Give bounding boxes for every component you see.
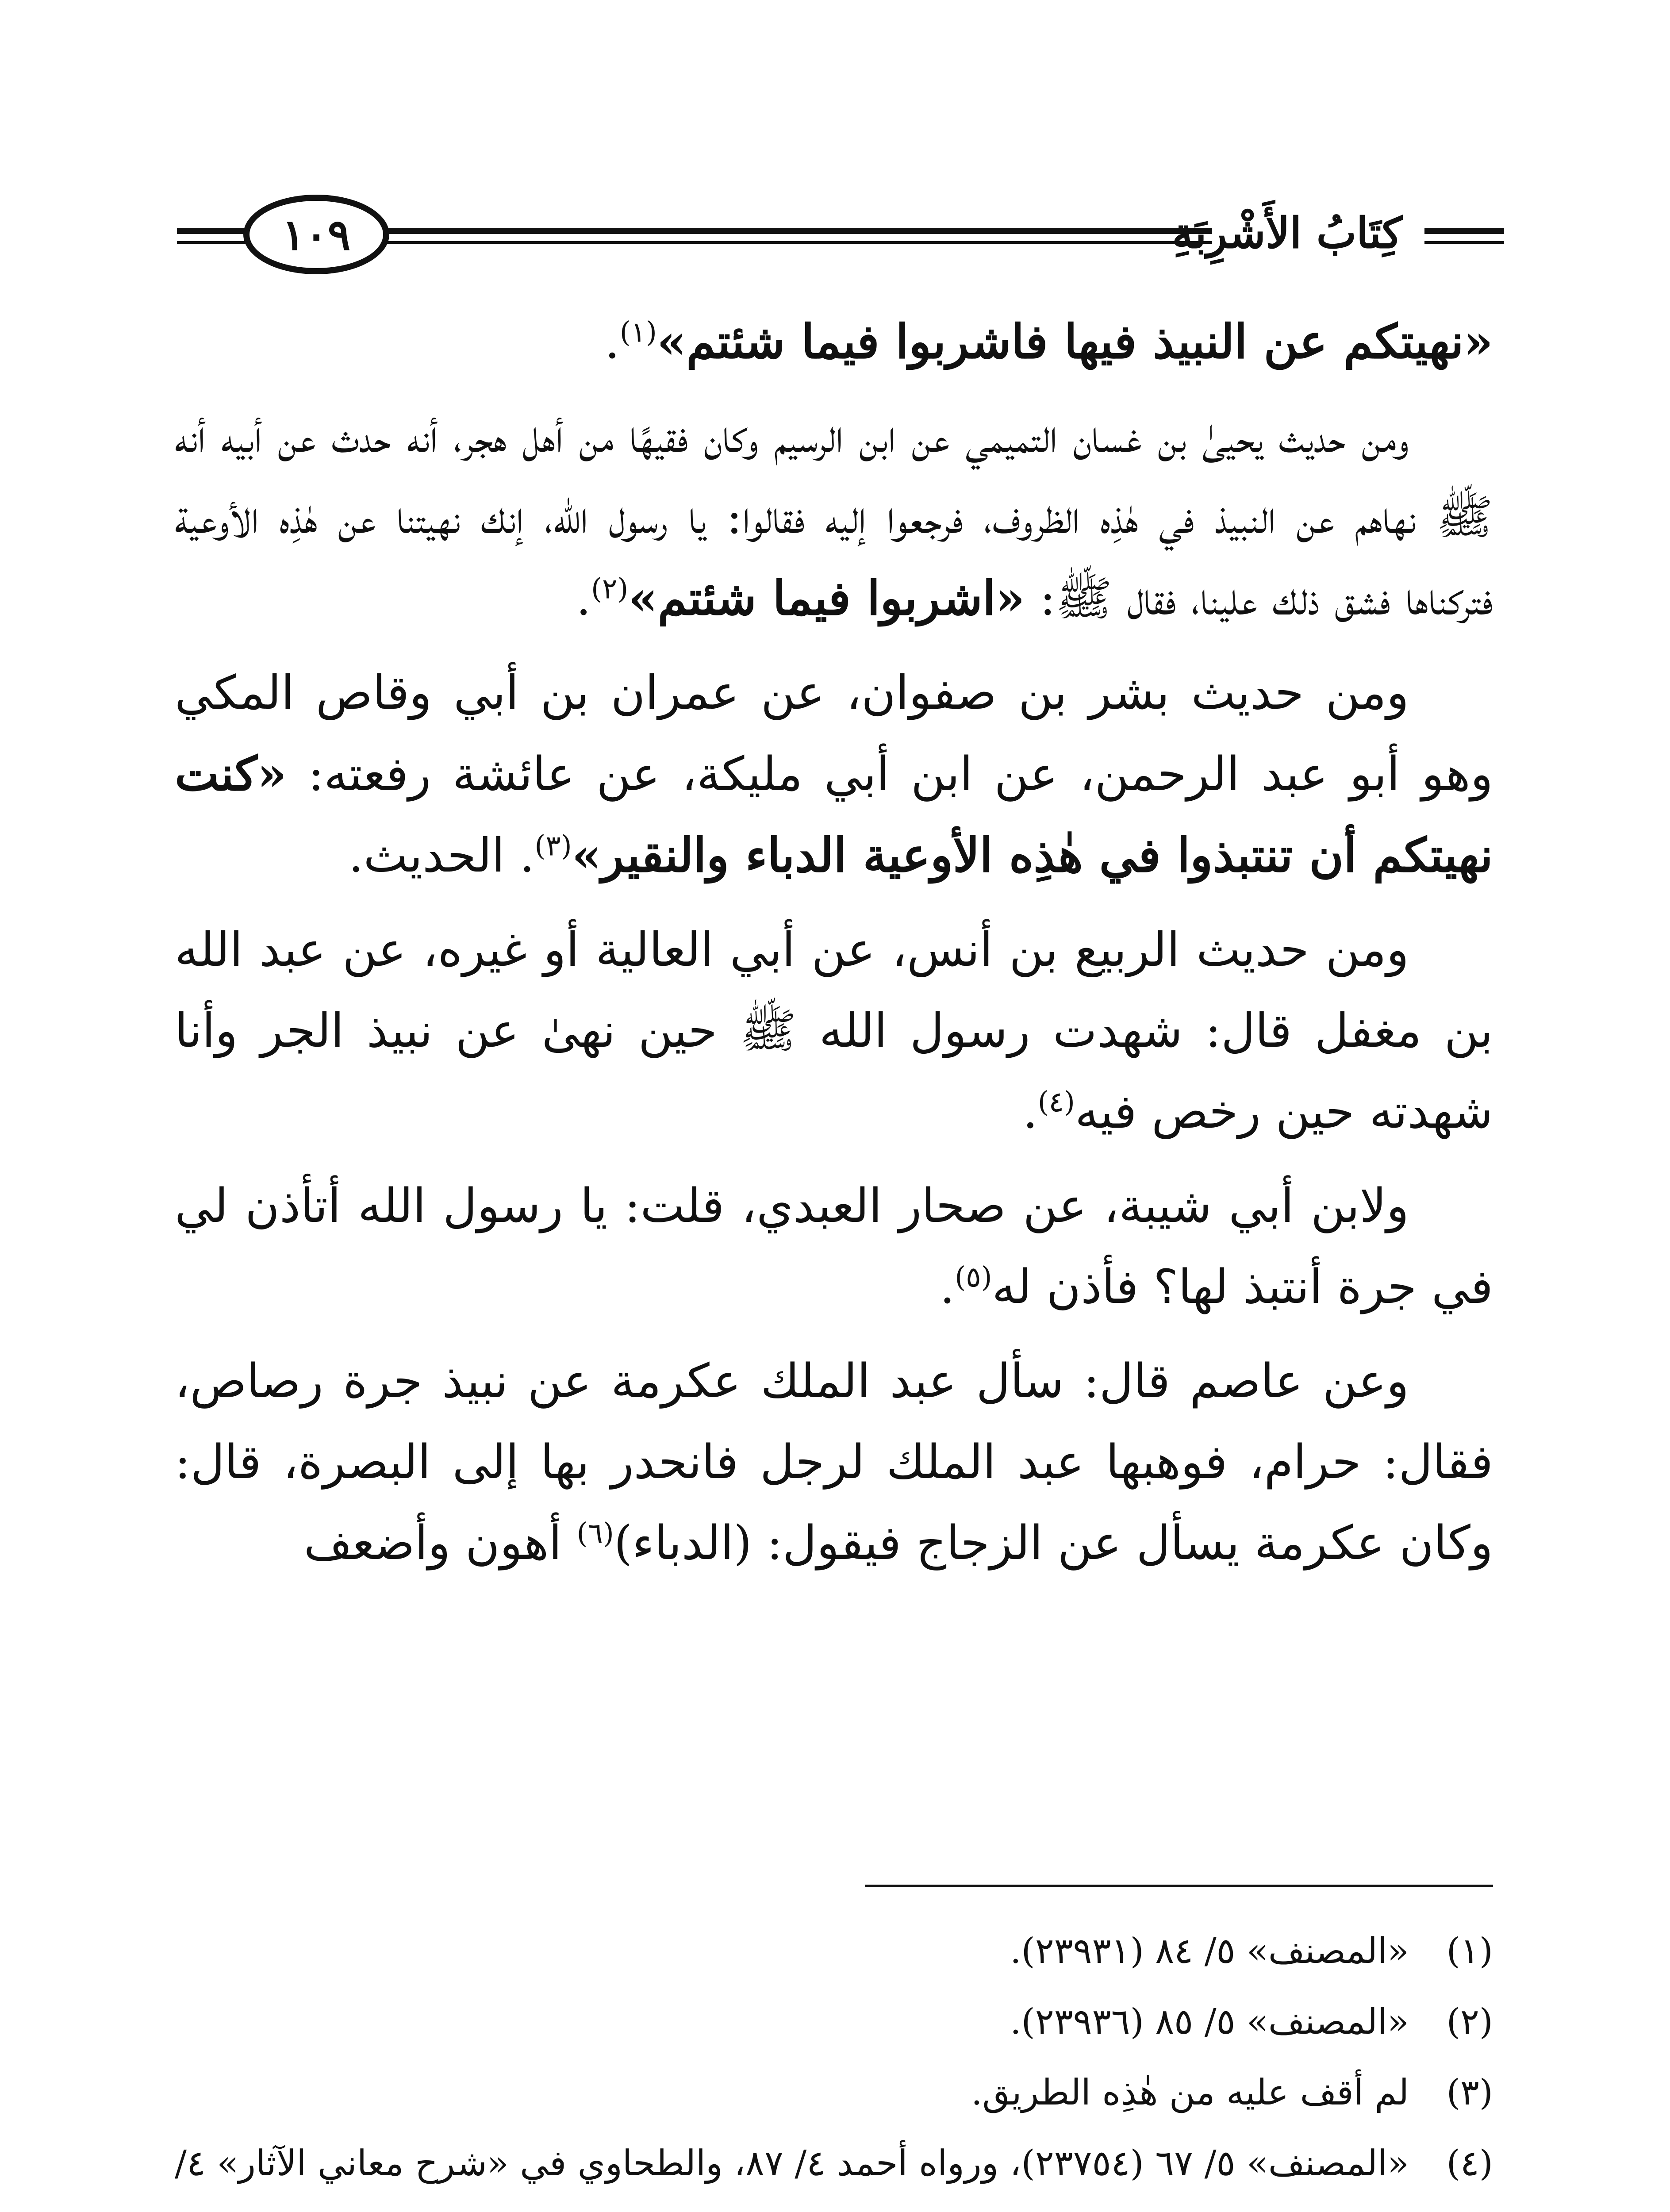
footnote-marker: (٣) <box>534 830 572 863</box>
page-number-oval <box>243 195 389 274</box>
running-header <box>177 190 1504 283</box>
paragraph-text: أهون وأضعف <box>303 1516 577 1570</box>
hadith-quote: «كنت نهيتكم أن تنتبذوا في هٰذِه الأوعية الدباء والنقير» <box>175 746 1493 883</box>
paragraph-text: . الحديث. <box>348 828 535 883</box>
footnote-text: «المصنف» ٥/ ٨٤ (٢٣٩٣١). <box>1010 1930 1409 1971</box>
paragraph-text: ولابن أبي شيبة، عن صحار العبدي، قلت: يا رسول الله أتأذن لي في جرة أنتبذ لها؟ فأذن له <box>175 1179 1493 1314</box>
book-title: كِتَابُ الأَشْرِبَةِ <box>1172 208 1402 258</box>
footnote-marker: (٦) <box>576 1517 614 1550</box>
footnote-number: (٣) <box>1446 2072 1493 2113</box>
footnote-number: (٤) <box>1446 2143 1493 2184</box>
paragraph <box>175 301 1493 382</box>
header-rule-left <box>177 228 248 234</box>
header-rule-middle-thin <box>385 241 1212 244</box>
hadith-quote: «نهيتكم عن النبيذ فيها فاشربوا فيما شئتم» <box>657 314 1493 369</box>
footnote <box>175 1916 1493 1986</box>
footnote-text: «المصنف» ٥/ ٨٥ (٢٣٩٣٦). <box>1010 2001 1409 2042</box>
paragraph-text: ومن حديث يحيىٰ بن غسان التميمي عن ابن الرسيم وكان فقيهًا من أهل هجر، أنه حدث عن أبيه أنه ﷺ نهاهم عن النبيذ في هٰذِه الظروف، فرجعوا إليه فقالوا: يا رسول الله، إنك نهيتنا عن هٰذِه الأوعية فتركناها فشق ذلك علينا، فقال ﷺ: <box>175 409 1493 626</box>
paragraph <box>175 1165 1493 1327</box>
footnote-marker: (٤) <box>1037 1086 1075 1119</box>
paragraph-text: وعن عاصم قال: سأل عبد الملك عكرمة عن نبيذ جرة رصاص، فقال: حرام، فوهبها عبد الملك لرجل فانحدر بها إلى البصرة، قال: وكان عكرمة يسأل عن الزجاج فيقول: (الدباء) <box>175 1354 1493 1570</box>
paragraph-text: . <box>576 571 591 626</box>
footnote-text: «المصنف» ٥/ ٦٧ (٢٣٧٥٤)، ورواه أحمد ٤/ ٨٧، والطحاوي في «شرح معاني الآثار» ٤/ <box>175 2143 1409 2184</box>
footnote-separator <box>865 1885 1493 1887</box>
paragraph <box>175 1340 1493 1583</box>
footnote-marker: (٢) <box>591 572 629 606</box>
footnote-number: (٢) <box>1446 2001 1493 2042</box>
footnote <box>175 1986 1493 2057</box>
footnote <box>175 2128 1493 2212</box>
hadith-quote: «اشربوا فيما شئتم» <box>628 570 1025 626</box>
paragraph <box>175 652 1493 896</box>
paragraph-text: . <box>1022 1084 1038 1139</box>
header-rule-middle <box>385 228 1212 234</box>
main-text <box>175 301 1493 1597</box>
footnote-text: لم أقف عليه من هٰذِه الطريق. <box>971 2072 1409 2113</box>
paragraph-text: ومن حديث الربيع بن أنس، عن أبي العالية أو غيره، عن عبد الله بن مغفل قال: شهدت رسول الله ﷺ حين نهىٰ عن نبيذ الجر وأنا شهدته حين رخص فيه <box>175 922 1493 1139</box>
header-rule-right-thin <box>1424 241 1504 244</box>
footnote <box>175 2057 1493 2128</box>
footnotes <box>175 1916 1493 2212</box>
paragraph-text: . <box>604 315 620 369</box>
paragraph <box>175 396 1493 639</box>
paragraph-text: ومن حديث بشر بن صفوان، عن عمران بن أبي وقاص المكي وهو أبو عبد الرحمن، عن ابن أبي مليكة، عن عائشة رفعته: <box>175 665 1493 801</box>
footnote-marker: (٥) <box>955 1261 992 1294</box>
header-rule-right <box>1424 228 1504 234</box>
paragraph-text: . <box>940 1260 955 1314</box>
paragraph <box>175 909 1493 1152</box>
page-number: ١٠٩ <box>282 209 351 260</box>
footnote-number: (١) <box>1446 1930 1493 1971</box>
footnote-marker: (١) <box>619 316 657 349</box>
header-rule-left-thin <box>177 241 248 244</box>
